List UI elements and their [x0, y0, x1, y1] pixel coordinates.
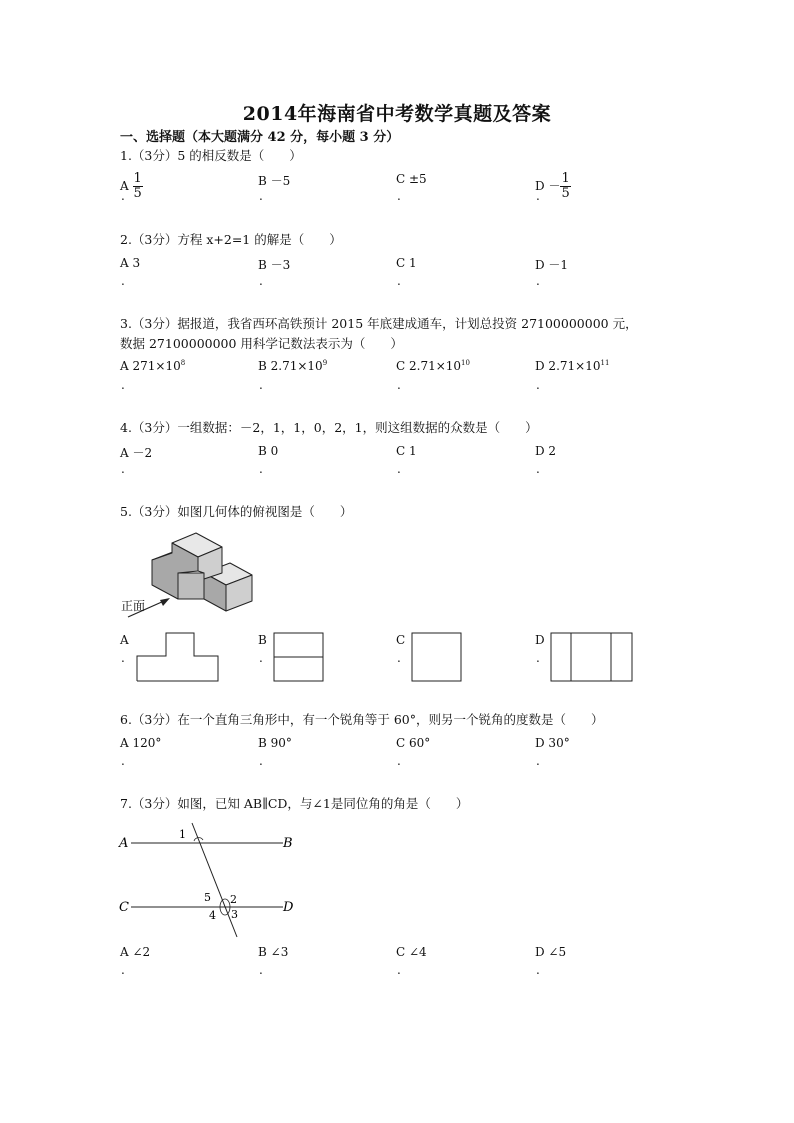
q2-option-a: A 3 — [120, 256, 141, 270]
denominator: 5 — [561, 186, 570, 201]
q6-option-a: A 120° — [120, 736, 162, 750]
exponent: 10 — [461, 359, 470, 367]
q7-stem: 7.（3分）如图，已知 AB∥CD，与∠1是同位角的角是（ ） — [120, 796, 469, 811]
option-dot: . — [536, 963, 540, 977]
q7-option-d: D ∠5 — [535, 945, 567, 959]
q2-option-b: B －3 — [258, 258, 291, 272]
option-dot: . — [397, 754, 401, 768]
angle-2-label: 2 — [230, 893, 237, 906]
option-dot: . — [536, 274, 540, 288]
fraction — [560, 172, 570, 201]
option-dot: . — [259, 754, 263, 768]
numerator: 1 — [133, 171, 142, 186]
option-dot: . — [259, 189, 263, 203]
option-dot: . — [259, 378, 263, 392]
q3-option-b — [258, 359, 327, 373]
q5-option-d-shape — [550, 632, 634, 682]
angle-5-label: 5 — [204, 891, 211, 904]
option-dot: . — [121, 462, 125, 476]
option-dot: . — [259, 963, 263, 977]
q5-option-a-shape — [136, 632, 220, 682]
angle-3-label: 3 — [231, 908, 238, 921]
q1-stem: 1.（3分）5 的相反数是（ ） — [120, 148, 302, 163]
page-title: 2014年海南省中考数学真题及答案 — [242, 103, 552, 125]
q5-stem: 5.（3分）如图几何体的俯视图是（ ） — [120, 504, 353, 519]
option-dot: . — [536, 189, 540, 203]
option-dot: . — [121, 274, 125, 288]
option-dot: . — [259, 274, 263, 288]
q2-stem: 2.（3分）方程 x+2=1 的解是（ ） — [120, 232, 342, 247]
exponent: 8 — [180, 359, 186, 367]
option-dot: . — [397, 274, 401, 288]
parallel-lines-figure — [115, 823, 305, 943]
q5-option-b-letter: B — [258, 633, 267, 647]
option-dot: . — [259, 651, 263, 665]
exponent: 11 — [600, 359, 610, 367]
q5-option-d-letter: D — [535, 633, 545, 647]
label-d: D — [283, 900, 294, 915]
q3-option-d — [535, 359, 609, 373]
option-dot: . — [259, 462, 263, 476]
numerator: 1 — [561, 171, 570, 186]
option-dot: . — [536, 378, 540, 392]
option-dot: . — [121, 963, 125, 977]
angle-4-label: 4 — [209, 909, 216, 922]
q1-option-d — [535, 172, 571, 201]
exponent: 9 — [322, 359, 328, 367]
option-text: C 2.71×10 — [396, 359, 462, 373]
q4-option-d: D 2 — [535, 444, 557, 458]
option-dot: . — [121, 651, 125, 665]
option-text: B 2.71×10 — [258, 359, 323, 373]
option-dot: . — [397, 378, 401, 392]
q2-option-c: C 1 — [396, 256, 417, 270]
minus-sign: － — [548, 179, 561, 193]
option-dot: . — [536, 651, 540, 665]
front-label: 正面 — [121, 599, 146, 613]
angle-1-label: 1 — [179, 828, 186, 841]
q4-option-c: C 1 — [396, 444, 417, 458]
q2-option-d: D －1 — [535, 258, 569, 272]
option-dot: . — [121, 378, 125, 392]
q7-option-b: B ∠3 — [258, 945, 289, 959]
q7-option-c: C ∠4 — [396, 945, 427, 959]
option-dot: . — [121, 754, 125, 768]
q3-option-a — [120, 359, 185, 373]
option-text: A 271×10 — [120, 359, 181, 373]
option-dot: . — [536, 754, 540, 768]
option-dot: . — [397, 189, 401, 203]
option-text: D 2.71×10 — [535, 359, 601, 373]
option-dot: . — [121, 189, 125, 203]
option-letter: D — [535, 179, 545, 193]
q1-option-c: C ±5 — [396, 172, 427, 186]
label-a: A — [119, 836, 129, 851]
option-letter: A — [120, 179, 129, 193]
label-b: B — [283, 836, 293, 851]
denominator: 5 — [133, 186, 142, 201]
q4-stem: 4.（3分）一组数据：－2，1，1，0，2，1，则这组数据的众数是（ ） — [120, 420, 538, 435]
q4-option-b: B 0 — [258, 444, 279, 458]
q6-option-c: C 60° — [396, 736, 431, 750]
q3-stem-line1: 3.（3分）据报道，我省西环高铁预计 2015 年底建成通车，计划总投资 27100000000 元， — [120, 316, 638, 331]
q1-option-b: B －5 — [258, 174, 291, 188]
q5-option-b-shape — [273, 632, 325, 682]
q4-option-a: A －2 — [120, 446, 153, 460]
q3-option-c — [396, 359, 470, 373]
label-c: C — [119, 900, 129, 915]
q6-option-b: B 90° — [258, 736, 292, 750]
q6-stem: 6.（3分）在一个直角三角形中，有一个锐角等于 60°，则另一个锐角的度数是（ ） — [120, 712, 604, 727]
fraction — [133, 172, 143, 201]
q5-option-a-letter: A — [120, 633, 129, 647]
q6-option-d: D 30° — [535, 736, 570, 750]
q5-option-c-letter: C — [396, 633, 406, 647]
q7-option-a: A ∠2 — [120, 945, 151, 959]
option-dot: . — [397, 963, 401, 977]
section-heading: 一、选择题（本大题满分 42 分，每小题 3 分） — [120, 130, 400, 145]
option-dot: . — [397, 462, 401, 476]
option-dot: . — [536, 462, 540, 476]
q3-stem-line2: 数据 27100000000 用科学记数法表示为（ ） — [120, 336, 403, 351]
q5-option-c-shape — [411, 632, 463, 682]
option-dot: . — [397, 651, 401, 665]
